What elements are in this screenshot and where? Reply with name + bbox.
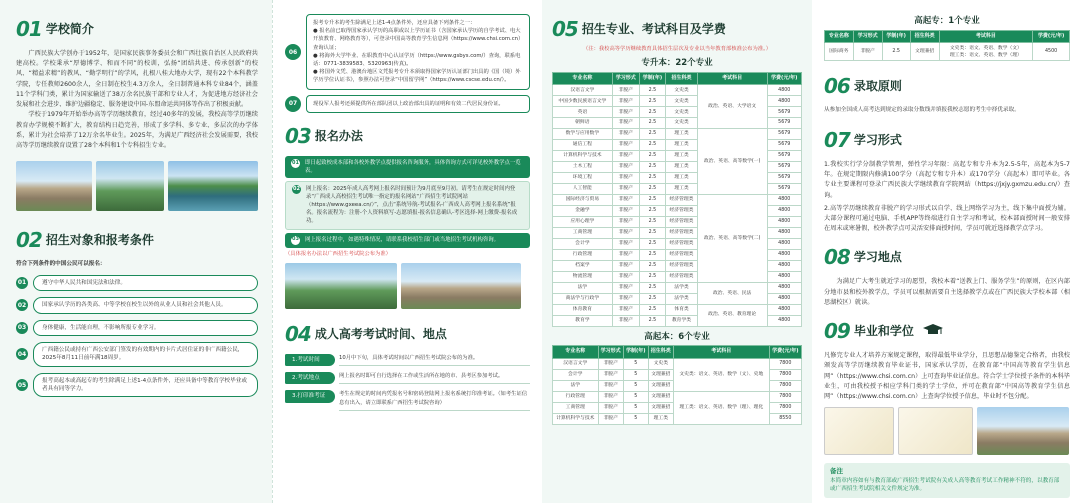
table-cell: 理工类	[666, 172, 698, 183]
table-cell: 非脱产	[598, 391, 623, 402]
table-cell: 文理兼招	[648, 369, 673, 380]
table-cell: 经济管理类	[666, 249, 698, 260]
table-cell: 数学与应用数学	[553, 129, 613, 140]
eligibility-list	[16, 275, 258, 398]
table-cell: 4800	[767, 282, 801, 293]
column-header: 学制(年)	[623, 346, 648, 359]
column-header: 学制(年)	[882, 30, 910, 43]
table-cell: 非脱产	[612, 172, 639, 183]
table-cell: 国际经济与贸易	[553, 194, 613, 205]
column-header: 学习形式	[853, 30, 882, 43]
section-header-09	[824, 316, 1070, 346]
item-number: 02	[16, 299, 28, 311]
section-title: 成人高考考试时间、地点	[314, 326, 447, 341]
table-cell: 2.5	[639, 271, 665, 282]
column-header: 考试科目	[939, 30, 1033, 43]
table-cell: 非脱产	[612, 96, 639, 107]
table-row	[553, 194, 802, 205]
section-header-02	[16, 225, 258, 255]
table-cell: 经济管理类	[666, 216, 698, 227]
table-cell: 行政管理	[553, 249, 613, 260]
table-cell: 2.5	[639, 216, 665, 227]
table-cell: 计算机科学与技术	[553, 413, 599, 424]
table-cell: 2.5	[639, 172, 665, 183]
section-header-04	[285, 319, 530, 349]
table-cell: 文史类	[648, 358, 673, 369]
exam-info-list	[285, 354, 530, 411]
table-cell: 非脱产	[612, 161, 639, 172]
table-cell: 非脱产	[612, 129, 639, 140]
table-cell: 2.5	[639, 140, 665, 151]
table-cell: 文理兼招	[648, 391, 673, 402]
eligibility-item	[16, 320, 258, 336]
table-cell: 2.5	[639, 107, 665, 118]
table-cell: 2.5	[639, 183, 665, 194]
table-cell: 7800	[769, 391, 801, 402]
eligibility-item	[16, 373, 258, 398]
gqb-table	[552, 345, 802, 424]
military-note: 现役军人报考还须提供所在部队团以上政治部出具的证明和有效二代居民身份证。	[306, 95, 530, 113]
table-cell: 2.5	[639, 315, 665, 326]
graduation-text: 凡修完专业人才培养方案规定课程，取得最低毕业学分，且思想品德鉴定合格者，由我校颁发高等学历继续教育毕业证书，国家承认学历，在教育部“中国高等教育学生信息网”（https://www.chsi.com.cn）上可查询毕业证信息。符合学士学位授予条件的本科毕业生，可由我校授予相应学科门类的学士学位，并可在教育部“中国高等教育学生信息网”（https://www.chsi.com.cn）上查询学位授予信息，毕业时不包分配。	[824, 352, 1070, 401]
section-number: 07	[824, 125, 850, 155]
table-cell: 2.5	[639, 118, 665, 129]
table-cell: 4800	[767, 315, 801, 326]
table-cell: 体育类	[666, 304, 698, 315]
section-title: 招生对象和报考条件	[45, 233, 154, 248]
item-07-row	[285, 95, 530, 113]
panel-majors	[542, 0, 812, 503]
campus-library-photo	[401, 263, 521, 309]
registration-step-2	[285, 181, 530, 230]
table-cell: 2.5	[639, 304, 665, 315]
table-cell: 4800	[767, 205, 801, 216]
table-row	[553, 358, 802, 369]
item-06-row	[285, 14, 530, 90]
section-number: 03	[285, 121, 311, 151]
registration-step-1	[285, 156, 530, 178]
table-cell: 2.5	[639, 282, 665, 293]
step-text: 即日起致校成本部和各校外教学点提供报名咨询服务，具体咨询方式可详见校外教学点一览表。	[305, 159, 521, 174]
exam-info-tag: 2.考试地点	[285, 372, 335, 384]
table-cell: 5679	[767, 151, 801, 162]
table-cell: 非脱产	[612, 260, 639, 271]
table-row	[553, 282, 802, 293]
degree-certificate-image	[898, 407, 973, 455]
table-cell: 非脱产	[598, 413, 623, 424]
table-cell: 8550	[769, 413, 801, 424]
table-cell: 文理兼招	[648, 380, 673, 391]
section-header-06	[824, 71, 1070, 101]
intro-paragraph-1: 广西民族大学创办于1952年，是国家民族事务委员会和广西壮族自治区人民政府共建高校。学校秉承“厚德博学、和而不同”的校训，弘扬“团结共进、传承创新”的校风、“精益求精”的教风、“勤学明行”的学风，扎根八桂大地办大学，现有22个本科教学学院，专任教师2600余人，全日制在校生4.3万余人，全日制普通本科专业84个，涵盖11个学科门类，累计为国家输送了38万余名民族干部和专业人才，为促进地方经济社会发展和社会进步、维护边疆稳定、服务建设中国-东盟命运共同体等作出了积极贡献。	[16, 50, 258, 109]
table-cell: 汉语言文学	[553, 85, 613, 96]
table-cell: 4500	[1033, 43, 1070, 61]
table-cell: 非脱产	[612, 118, 639, 129]
eligibility-lead: 符合下列条件的中国公民可以报名：	[16, 261, 106, 268]
table-cell: 非脱产	[612, 183, 639, 194]
campus-gate-photo	[977, 407, 1069, 455]
item-number: 07	[285, 96, 301, 112]
majors-note: （注：我校高等学历继续教育具体招生层次及专业以当年教育部核准公布为准。）	[582, 46, 772, 52]
table-cell: 4800	[767, 238, 801, 249]
table-cell: 汉语言文学	[553, 358, 599, 369]
campus-building-photo	[285, 263, 397, 309]
column-header: 学费(元/年)	[767, 72, 801, 85]
table-cell: 文史类：语文、英语、数学（文） 理工类：语文、英语、数学（理）	[939, 43, 1033, 61]
table-cell: 4800	[767, 249, 801, 260]
table-cell: 经济管理类	[666, 260, 698, 271]
section-title: 学校简介	[45, 22, 94, 36]
section-number: 08	[824, 242, 850, 272]
table-cell: 7800	[769, 402, 801, 413]
table-cell: 2.5	[639, 249, 665, 260]
table-cell: 7800	[769, 369, 801, 380]
table-cell: 经济管理类	[666, 238, 698, 249]
memo-text: 本简章内容如有与教育部或广西招生考试院有关成人高等教育考试工作精神不符的，以教育部或广西招生考试院相关文件规定为准。	[830, 478, 1060, 493]
table-cell: 5679	[767, 183, 801, 194]
column-header: 学费(元/年)	[1033, 30, 1070, 43]
exam-subject-cell: 政治、英语、大学语文	[697, 85, 767, 129]
column-header: 学习形式	[598, 346, 623, 359]
table-cell: 国际商务	[825, 43, 854, 61]
table-cell: 体育教育	[553, 304, 613, 315]
table-cell: 非脱产	[853, 43, 882, 61]
table-cell: 非脱产	[612, 140, 639, 151]
exam-subject-cell: 政治、英语、高等数学(二)	[697, 194, 767, 282]
table-cell: 理工类	[666, 161, 698, 172]
upgrade-condition-box: 报考专升本的考生除满足上述1-4点条件外，还应具备下列条件之一： ● 报名前已取得国家承认学历的高职或以上学历证书（含国家承认学历的自学考试、电大开放教育、网络教育等），可登录中国高等教育学生信息网（https://www.chsi.com.cn）查询认证； ● 将海外大学毕业、在职教育中心认证学历（https://www.gsbys.com/）查询，联系电话：0771-3839583、5320963(传真)。 ● 将国外文凭、港澳台地区文凭报考专升本须取得国家学历认证部门出具的《国（境）外学历学位认证书》，参照办法可登录“中国留学网”（https://www.cscse.edu.cn/）。	[306, 14, 530, 90]
table-cell: 计算机科学与技术	[553, 151, 613, 162]
campus-photos	[16, 161, 258, 211]
table-cell: 非脱产	[612, 151, 639, 162]
table-cell: 文史类	[666, 85, 698, 96]
table-row	[553, 129, 802, 140]
table-cell: 4800	[767, 227, 801, 238]
table-cell: 非脱产	[612, 282, 639, 293]
table-cell: 非脱产	[612, 304, 639, 315]
column-header: 考试科目	[697, 72, 767, 85]
intro-paragraph-2: 学校于1979年开始举办高等学历继续教育，经过40多年的发展，我校高等学历继续教育办学规模不断扩大，教育结构日趋完善，形成了多学科、多专业、多层次的办学体系，累计为社会培养了12万余名毕业生。2025年，为满足广西经济社会发展需要，我校高等学历继续教育设置了28个本科和1个专科招生专业。	[16, 111, 258, 150]
table-cell: 会计学	[553, 238, 613, 249]
item-number: 05	[16, 379, 28, 391]
column-header: 专业名称	[553, 346, 599, 359]
section-title: 招生专业、考试科目及学费	[581, 22, 726, 36]
column-header: 招生科类	[910, 30, 939, 43]
column-header: 学制(年)	[639, 72, 665, 85]
table-cell: 非脱产	[612, 85, 639, 96]
table-cell: 2.5	[639, 129, 665, 140]
table-cell: 2.5	[639, 227, 665, 238]
table-cell: 非脱产	[612, 227, 639, 238]
eligibility-item	[16, 342, 258, 367]
table-cell: 非脱产	[612, 315, 639, 326]
table-cell: 2.5	[639, 194, 665, 205]
table-cell: 经济管理类	[666, 205, 698, 216]
item-text: 身体健康，生活能自理，不影响所报专业学习。	[33, 320, 258, 336]
table-cell: 理工类	[666, 183, 698, 194]
section-title: 报名办法	[314, 128, 363, 143]
table-row	[553, 85, 802, 96]
table-cell: 非脱产	[612, 107, 639, 118]
table-cell: 非脱产	[612, 194, 639, 205]
table-cell: 5679	[767, 172, 801, 183]
exam-subject-cell: 政治、英语、教育理论	[697, 304, 767, 326]
eligibility-item	[16, 297, 258, 313]
registration-step-3	[285, 233, 530, 248]
table-cell: 5679	[767, 118, 801, 129]
table-row	[553, 391, 802, 402]
table-cell: 非脱产	[612, 205, 639, 216]
campus-garden-photo	[96, 161, 164, 211]
panel-admission	[812, 0, 1080, 503]
exam-subject-cell: 政治、英语、民法	[697, 282, 767, 304]
memo-box	[824, 463, 1070, 498]
table-cell: 5	[623, 402, 648, 413]
table-cell: 非脱产	[598, 358, 623, 369]
table-cell: 4800	[767, 304, 801, 315]
section-number: 01	[16, 14, 42, 44]
table-cell: 4800	[767, 85, 801, 96]
section-header-08	[824, 242, 1070, 272]
table-cell: 文史类	[666, 118, 698, 129]
table-cell: 4800	[767, 216, 801, 227]
table-cell: 档案学	[553, 260, 613, 271]
admission-text: 从参加全国成人高考达到规定的录取分数线并填报我校志愿的考生中择优录取。	[824, 107, 1020, 114]
section-title: 录取原则	[853, 79, 902, 94]
gzz-caption: 高起专：1个专业	[914, 16, 980, 26]
table-cell: 5	[623, 391, 648, 402]
study-location-text: 为满足广大考生就近学习的愿望，我校本着“送教上门、服务学生”的原则，在区内部分地市县和校外教学点，学员可以根据需要自主选择教学点或在广西民族大学校本部（相思湖校区）就读。	[824, 278, 1070, 306]
table-cell: 物流管理	[553, 271, 613, 282]
table-cell: 2.5	[639, 205, 665, 216]
exam-info-tag: 3.打印准考证	[285, 390, 335, 402]
table-cell: 会计学	[553, 369, 599, 380]
section-number: 05	[552, 14, 578, 44]
table-cell: 4800	[767, 260, 801, 271]
item-number: 01	[16, 277, 28, 289]
exam-subject-cell: 理工类：语文、英语、数学（理）、理化	[673, 391, 769, 424]
section-title: 毕业和学位	[853, 324, 914, 339]
table-cell: 2.5	[639, 151, 665, 162]
section-title: 学习地点	[853, 250, 902, 265]
section-title: 学习形式	[853, 132, 902, 147]
panel-school-intro	[0, 0, 272, 503]
study-form-2: 2.高等学历继续教育非脱产的学习形式以自学、线上网络学习为主，线下集中面授为辅。大部分课程可通过电脑、手机APP等终端进行自主学习和考试，校本部面授时间一般安排在周末或寒暑假，校外教学点可灵活安排面授时间，学员可就近选择教学点学习。	[824, 204, 1070, 233]
exam-info-row	[285, 390, 530, 410]
table-cell: 商法学与行政学	[553, 293, 613, 304]
table-cell: 金融学	[553, 205, 613, 216]
gqb-caption: 高起本：6个专业	[644, 331, 710, 342]
table-cell: 2.5	[639, 260, 665, 271]
column-header: 招生科类	[666, 72, 698, 85]
item-text: 广西籍公民或持有广西公安部门签发的有效期内的卡片式居住证的非广西籍公民，2025年8月11日前年满18周岁。	[33, 342, 258, 367]
registration-note: （具体报名办法以广西招生考试院公布为准）	[285, 250, 391, 257]
section-header-05	[552, 14, 802, 44]
item-text: 遵守中华人民共和国宪法和法律。	[33, 275, 258, 291]
campus-photos-2	[285, 263, 530, 309]
column-header: 考试科目	[673, 346, 769, 359]
exam-subject-cell: 政治、英语、高等数学(一)	[697, 129, 767, 195]
eligibility-item	[16, 275, 258, 291]
table-cell: 行政管理	[553, 391, 599, 402]
table-cell: 非脱产	[612, 293, 639, 304]
section-header-03	[285, 121, 530, 151]
exam-info-row	[285, 354, 530, 366]
exam-info-text: 考生在规定的时间内凭报名号和密码登陆网上报名系统打印准考证。（如考生证信息有出入，请立即联系广西招生考试院咨询）	[339, 390, 530, 410]
table-cell: 4800	[767, 271, 801, 282]
table-cell: 工商管理	[553, 402, 599, 413]
table-header-row	[825, 30, 1070, 43]
table-cell: 经济管理类	[666, 227, 698, 238]
diploma-image	[824, 407, 894, 455]
column-header: 学习形式	[612, 72, 639, 85]
campus-lake-photo	[168, 161, 258, 211]
table-cell: 法学	[553, 282, 613, 293]
table-cell: 2.5	[639, 161, 665, 172]
table-cell: 法学类	[666, 293, 698, 304]
table-cell: 工商管理	[553, 227, 613, 238]
section-number: 09	[824, 316, 850, 346]
exam-info-text: 网上报名时即可自行选择在工作或生活所在地的市、县考区参加考试。	[339, 372, 530, 384]
table-cell: 5	[623, 358, 648, 369]
table-cell: 5679	[767, 140, 801, 151]
table-cell: 4800	[767, 194, 801, 205]
table-cell: 非脱产	[598, 380, 623, 391]
certificate-photos	[824, 407, 1070, 455]
table-cell: 教育学类	[666, 315, 698, 326]
column-header: 专业名称	[553, 72, 613, 85]
zsb-caption: 专升本：22个专业	[641, 57, 713, 68]
column-header: 专业名称	[825, 30, 854, 43]
table-cell: 非脱产	[612, 216, 639, 227]
table-cell: 7800	[769, 380, 801, 391]
table-row	[553, 304, 802, 315]
table-row	[825, 43, 1070, 61]
table-header-row	[553, 72, 802, 85]
section-number: 02	[16, 225, 42, 255]
table-cell: 环境工程	[553, 172, 613, 183]
table-cell: 理工类	[648, 413, 673, 424]
section-number: 04	[285, 319, 311, 349]
step-text: 网上报名：2025年成人高考网上报名时间预计为9月底至9月初。请考生在规定时间内登录“广西成人高校招生考试唯一指定的报名网站“广西招生考试院网站（https://www.gxeea.cn/）”，点击“系统导航-考试报名-广西成人高考网上报名系统”报名。报名流程为：注册-个人资料填写-志愿填报-报名信息确认-考区选择-网上缴费-报名成功。	[306, 186, 518, 225]
step-text: 网上报名过程中，如遇特殊情况，请联系我校招生部门或当地招生考试机构咨询。	[305, 236, 500, 243]
table-cell: 5679	[767, 129, 801, 140]
table-cell: 英语	[553, 107, 613, 118]
item-text: 报考高起本或高起专的考生除满足上述1-4点条件外，还应具备中等教育学校毕业或者具有同等学力。	[33, 373, 258, 398]
panel-registration	[272, 0, 542, 503]
table-cell: 人工智能	[553, 183, 613, 194]
step-number: 01	[291, 159, 300, 168]
column-header: 学费(元/年)	[769, 346, 801, 359]
study-form-1: 1.我校实行学分制教学管理，弹性学习年限：高起专和专升本为2.5-5年，高起本为5-7年。在规定期限内修满100学分（高起专和专升本）或170学分（高起本）即可毕业。各专业主要课程可登录广西民族大学继续教育学院网站（https://jxjy.gxmzu.edu.cn/）查询。	[824, 160, 1070, 199]
table-cell: 非脱产	[598, 402, 623, 413]
table-cell: 非脱产	[612, 249, 639, 260]
table-cell: 朝鲜语	[553, 118, 613, 129]
table-cell: 法学	[553, 380, 599, 391]
table-cell: 非脱产	[598, 369, 623, 380]
table-cell: 通信工程	[553, 140, 613, 151]
table-cell: 4800	[767, 293, 801, 304]
memo-title: 备注	[830, 467, 843, 476]
table-cell: 经济管理类	[666, 194, 698, 205]
item-text: 国家承认学历的各类高、中等学校在校生以外的从业人员和社会其他人员。	[33, 297, 258, 313]
table-cell: 2.5	[639, 85, 665, 96]
graduation-cap-icon	[922, 323, 944, 340]
table-cell: 4800	[767, 96, 801, 107]
table-cell: 2.5	[639, 238, 665, 249]
campus-gate-photo	[16, 161, 92, 211]
column-header: 招生科类	[648, 346, 673, 359]
table-cell: 2.5	[882, 43, 910, 61]
item-number: 03	[16, 322, 28, 334]
table-cell: 中国少数民族语言文学	[553, 96, 613, 107]
table-cell: 经济管理类	[666, 271, 698, 282]
table-cell: 2.5	[639, 96, 665, 107]
section-number: 06	[824, 71, 850, 101]
table-cell: 理工类	[666, 140, 698, 151]
exam-info-tag: 1.考试时间	[285, 354, 335, 366]
table-cell: 教育学	[553, 315, 613, 326]
table-cell: 文理兼招	[648, 402, 673, 413]
table-cell: 文理兼招	[910, 43, 939, 61]
table-cell: 5	[623, 413, 648, 424]
table-cell: 文史类	[666, 96, 698, 107]
zsb-table	[552, 72, 802, 327]
section-header-01	[16, 14, 258, 44]
table-cell: 2.5	[639, 293, 665, 304]
table-cell: 5	[623, 369, 648, 380]
item-number: 04	[16, 348, 28, 360]
table-header-row	[553, 346, 802, 359]
table-cell: 5679	[767, 161, 801, 172]
gzz-table	[824, 30, 1070, 62]
table-cell: 7800	[769, 358, 801, 369]
table-cell: 文史类	[666, 107, 698, 118]
table-cell: 法学类	[666, 282, 698, 293]
table-cell: 理工类	[666, 129, 698, 140]
table-cell: 应用心理学	[553, 216, 613, 227]
table-cell: 5679	[767, 107, 801, 118]
exam-subject-cell: 文史类：语文、英语、数学（文）、史地	[673, 358, 769, 391]
exam-info-text: 10月中下旬，具体考试时间以广西招生考试院公布的为准。	[339, 354, 530, 366]
table-cell: 非脱产	[612, 271, 639, 282]
table-cell: 非脱产	[612, 238, 639, 249]
table-cell: 5	[623, 380, 648, 391]
table-cell: 理工类	[666, 151, 698, 162]
section-header-07	[824, 125, 1070, 155]
table-cell: 土木工程	[553, 161, 613, 172]
item-number: 06	[285, 44, 301, 60]
step-number: 02	[292, 185, 301, 194]
exam-info-row	[285, 372, 530, 384]
step-number: 03	[291, 236, 300, 245]
